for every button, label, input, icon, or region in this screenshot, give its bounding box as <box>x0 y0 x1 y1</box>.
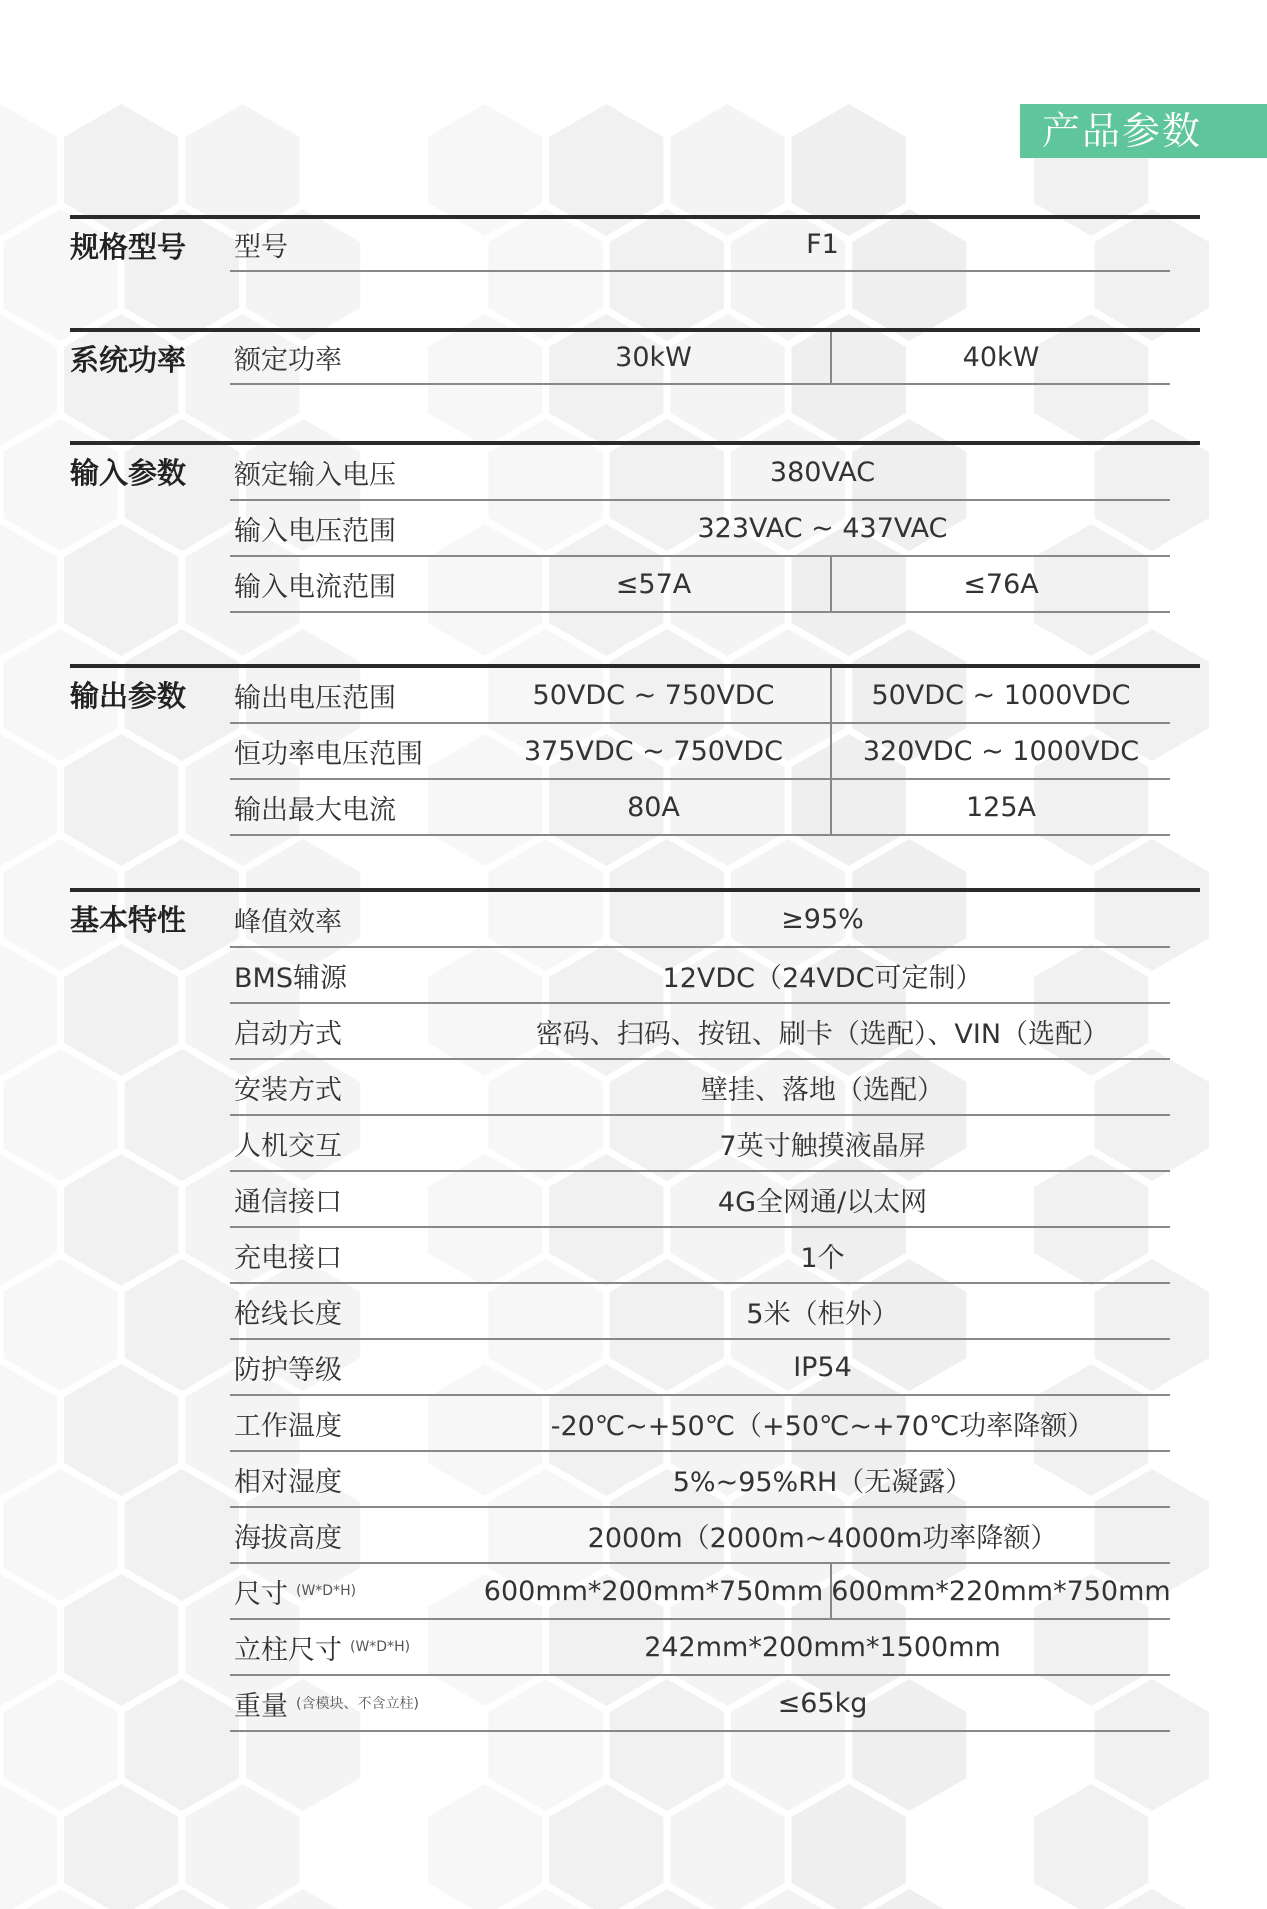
row-label: 工作温度 <box>234 1410 342 1442</box>
row-value-model-b: 50VDC ~ 1000VDC <box>871 679 1131 711</box>
table-row <box>230 1172 1170 1228</box>
section-rows <box>230 219 1170 272</box>
row-label: 输入电流范围 <box>234 571 396 603</box>
row-label: 输出最大电流 <box>234 794 396 826</box>
table-row <box>230 1060 1170 1116</box>
section-rows <box>230 445 1170 613</box>
row-label: 海拔高度 <box>234 1522 342 1554</box>
row-value-model-a: 50VDC ~ 750VDC <box>532 679 775 711</box>
row-label-with-note <box>234 1676 419 1730</box>
row-label-with-note <box>234 1620 410 1674</box>
table-row <box>230 1676 1170 1732</box>
table-row <box>230 1452 1170 1508</box>
table-row <box>230 1340 1170 1396</box>
row-value-model-b: ≤76A <box>963 568 1039 600</box>
table-row <box>230 445 1170 501</box>
row-value-model-a: ≤57A <box>615 568 692 600</box>
section-rows <box>230 892 1170 1732</box>
row-value-model-b: 600mm*220mm*750mm <box>831 1575 1171 1607</box>
row-value: ≥95% <box>781 903 864 935</box>
row-label: 充电接口 <box>234 1242 342 1274</box>
row-value: 1个 <box>800 1242 845 1274</box>
row-value-model-a: 30kW <box>615 342 692 373</box>
table-row <box>230 1396 1170 1452</box>
row-value-model-a: 80A <box>627 791 680 823</box>
row-value-model-a: 600mm*200mm*750mm <box>483 1575 824 1607</box>
row-label: 型号 <box>234 232 288 263</box>
row-label-text: 立柱尺寸 <box>234 1634 342 1666</box>
row-value: 壁挂、落地（选配） <box>701 1074 944 1106</box>
row-value: 2000m（2000m~4000m功率降额） <box>587 1522 1058 1554</box>
row-label: 防护等级 <box>234 1354 342 1386</box>
section-label: 基本特性 <box>70 903 187 937</box>
row-label-text: 尺寸 <box>234 1578 288 1610</box>
table-row <box>230 219 1170 272</box>
row-label-text: 重量 <box>234 1690 288 1722</box>
row-label-note: (含模块、不含立柱) <box>296 1696 419 1712</box>
section-label: 输入参数 <box>70 456 187 490</box>
table-row <box>230 1284 1170 1340</box>
row-label: 输出电压范围 <box>234 682 396 714</box>
row-label-note: (W*D*H) <box>350 1639 411 1655</box>
row-value: 380VAC <box>769 456 876 488</box>
row-value: IP54 <box>793 1351 852 1383</box>
table-row <box>230 332 1170 385</box>
section-rows <box>230 668 1170 836</box>
table-row <box>230 501 1170 557</box>
table-row <box>230 1228 1170 1284</box>
table-row <box>230 1004 1170 1060</box>
row-value-model-b: 125A <box>965 791 1036 823</box>
row-label: 额定功率 <box>234 345 342 376</box>
row-value: F1 <box>806 229 839 260</box>
row-label: 人机交互 <box>234 1130 342 1162</box>
table-row <box>230 557 1170 613</box>
row-label-note: (W*D*H) <box>296 1583 357 1599</box>
row-label: 通信接口 <box>234 1186 342 1218</box>
row-label: 恒功率电压范围 <box>234 738 423 770</box>
section-label: 规格型号 <box>70 230 187 264</box>
row-label: 相对湿度 <box>234 1466 342 1498</box>
row-value: 4G全网通/以太网 <box>717 1186 928 1218</box>
row-value-model-a: 375VDC ~ 750VDC <box>523 735 784 767</box>
row-value: 12VDC（24VDC可定制） <box>662 962 983 994</box>
row-label: 安装方式 <box>234 1074 342 1106</box>
row-label: 峰值效率 <box>234 906 342 938</box>
row-label: 枪线长度 <box>234 1298 342 1330</box>
row-value-model-b: 320VDC ~ 1000VDC <box>862 735 1140 767</box>
row-value: 5米（柜外） <box>746 1298 899 1330</box>
table-row <box>230 1620 1170 1676</box>
row-label: 启动方式 <box>234 1018 342 1050</box>
table-row <box>230 668 1170 724</box>
row-value: 5%~95%RH（无凝露） <box>672 1466 973 1498</box>
row-value: 242mm*200mm*1500mm <box>644 1631 1001 1663</box>
table-row <box>230 1564 1170 1620</box>
table-row <box>230 780 1170 836</box>
row-label: BMS辅源 <box>234 962 347 994</box>
table-row <box>230 724 1170 780</box>
row-value: 7英寸触摸液晶屏 <box>719 1130 926 1162</box>
row-value: 密码、扫码、按钮、刷卡（选配）、VIN（选配） <box>535 1018 1110 1050</box>
table-row <box>230 892 1170 948</box>
row-value: ≤65kg <box>777 1687 868 1719</box>
table-row <box>230 1508 1170 1564</box>
table-row <box>230 948 1170 1004</box>
row-label: 输入电压范围 <box>234 515 396 547</box>
row-value: -20℃~+50℃（+50℃~+70℃功率降额） <box>550 1410 1095 1442</box>
table-row <box>230 1116 1170 1172</box>
section-rows <box>230 332 1170 385</box>
row-label: 额定输入电压 <box>234 459 396 491</box>
section-label: 输出参数 <box>70 679 187 713</box>
page-title: 产品参数 <box>1020 104 1267 158</box>
section-label: 系统功率 <box>70 343 187 377</box>
row-value: 323VAC ~ 437VAC <box>697 512 948 544</box>
row-value-model-b: 40kW <box>962 342 1040 373</box>
row-label-with-note <box>234 1564 356 1618</box>
